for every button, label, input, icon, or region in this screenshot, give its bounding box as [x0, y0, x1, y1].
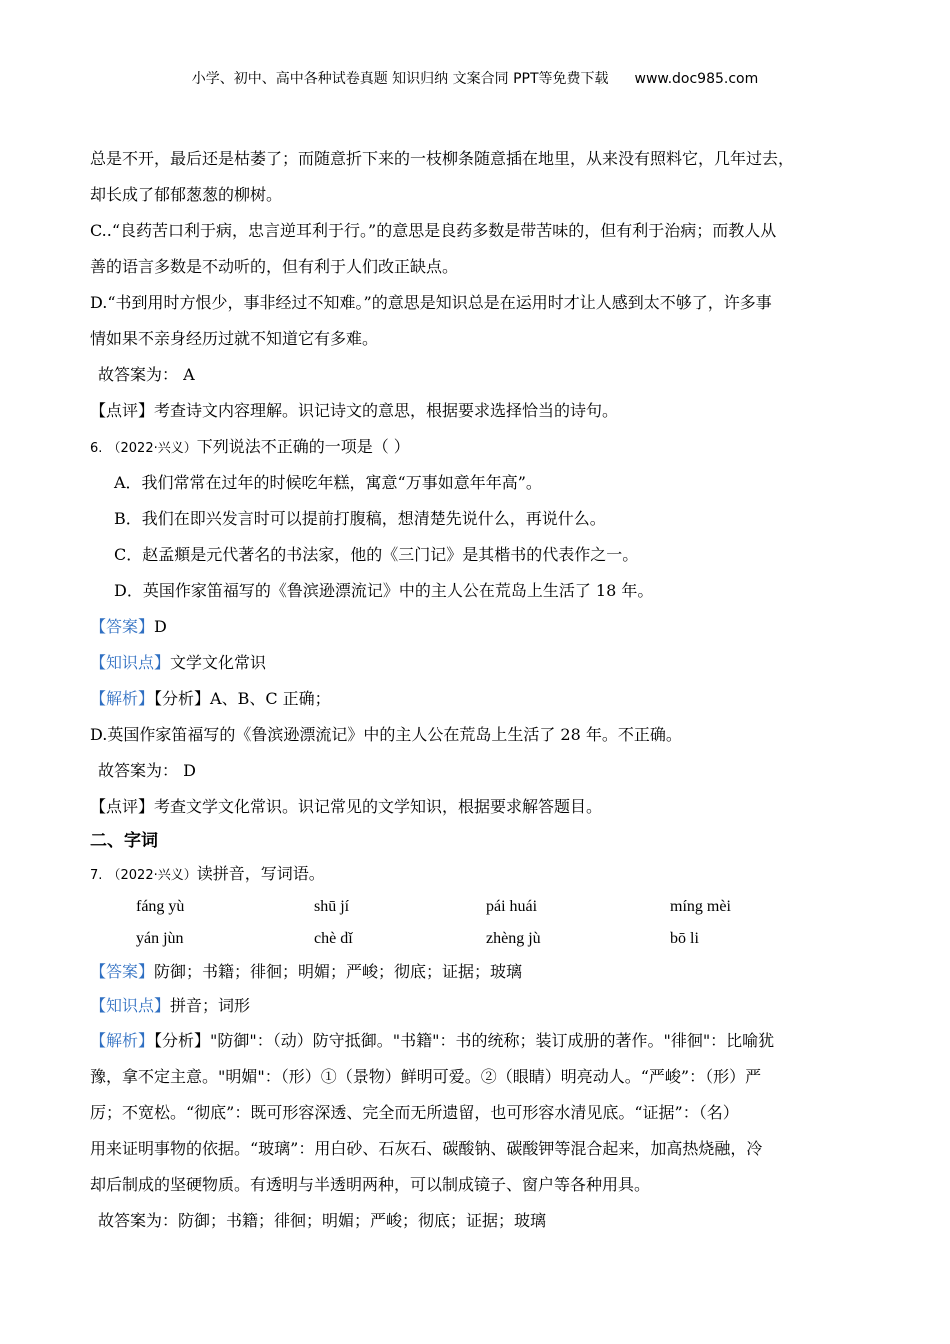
- knowledge-line: [90, 989, 860, 1023]
- document-body: [90, 141, 860, 1239]
- comment-tag: 【点评】: [90, 797, 155, 816]
- analysis-line: 豫，拿不定主意。"明媚"：（形）①（景物）鲜明可爱。②（眼睛）明亮动人。“严峻”：（形）严: [90, 1067, 762, 1086]
- pinyin-item: zhèng jù: [486, 930, 541, 947]
- pinyin-row: [90, 923, 860, 955]
- option-a: A．我们常常在过年的时候吃年糕，寓意“万事如意年年高”。: [114, 473, 542, 492]
- question-text: 下列说法不正确的一项是（ ）: [196, 437, 410, 456]
- analysis-line: D.英国作家笛福写的《鲁滨逊漂流记》中的主人公在荒岛上生活了 28 年。不正确。: [90, 725, 682, 744]
- analysis-text: 【分析】"防御"：（动）防守抵御。"书籍"：书的统称；装订成册的著作。"徘徊"：比喻犹: [154, 1031, 775, 1050]
- question-number: 6.: [90, 441, 103, 456]
- comment-text: 考查文学文化常识。识记常见的文学知识，根据要求解答题目。: [154, 797, 603, 816]
- answer-value: D: [154, 617, 167, 636]
- answer-line: 故答案为： A: [98, 365, 195, 384]
- header-text: 小学、初中、高中各种试卷真题 知识归纳 文案合同 PPT等免费下载: [191, 71, 609, 87]
- question-6-stem: [90, 429, 860, 465]
- answer-line: [90, 609, 860, 645]
- text-line: 总是不开，最后还是枯萎了；而随意折下来的一枝柳条随意插在地里，从来没有照料它，几年过去，: [90, 149, 795, 168]
- comment-line: [90, 393, 860, 429]
- text-line: D.“书到用时方恨少，事非经过不知难。”的意思是知识总是在运用时才让人感到太不够了，许多事: [90, 293, 772, 312]
- text-line: 情如果不亲身经历过就不知道它有多难。: [90, 329, 379, 348]
- knowledge-tag: 【知识点】: [90, 653, 171, 672]
- option-d: D．英国作家笛福写的《鲁滨逊漂流记》中的主人公在荒岛上生活了 18 年。: [114, 581, 654, 600]
- pinyin-item: shū jí: [314, 898, 350, 915]
- pinyin-item: fáng yù: [136, 898, 185, 915]
- analysis-tag: 【解析】: [90, 1031, 155, 1050]
- question-source: （2022·兴义）: [107, 868, 197, 883]
- comment-line: [90, 789, 860, 825]
- header-url[interactable]: www.doc985.com: [634, 71, 759, 87]
- analysis-text: 【分析】A、B、C 正确；: [154, 689, 331, 708]
- knowledge-value: 拼音；词形: [170, 996, 251, 1015]
- pinyin-item: bō li: [670, 930, 699, 947]
- answer-line: [90, 955, 860, 989]
- analysis-tag: 【解析】: [90, 689, 155, 708]
- final-answer-line: 故答案为：防御；书籍；徘徊；明媚；严峻；彻底；证据；玻璃: [98, 1211, 547, 1230]
- knowledge-value: 文学文化常识: [170, 653, 267, 672]
- page-header: [0, 68, 950, 88]
- answer-tag: 【答案】: [90, 962, 155, 981]
- analysis-line: 却后制成的坚硬物质。有透明与半透明两种，可以制成镜子、窗户等各种用具。: [90, 1175, 651, 1194]
- analysis-line: [90, 681, 860, 717]
- knowledge-tag: 【知识点】: [90, 996, 171, 1015]
- question-number: 7.: [90, 868, 103, 883]
- analysis-line: 用来证明事物的依据。“玻璃”：用白砂、石灰石、碳酸钠、碳酸钾等混合起来，加高热烧融，冷: [90, 1139, 763, 1158]
- pinyin-item: chè dǐ: [314, 930, 353, 947]
- knowledge-line: [90, 645, 860, 681]
- option-b: B．我们在即兴发言时可以提前打腹稿，想清楚先说什么，再说什么。: [114, 509, 606, 528]
- option-c: C．赵孟頫是元代著名的书法家，他的《三门记》是其楷书的代表作之一。: [114, 545, 639, 564]
- pinyin-row: [90, 891, 860, 923]
- final-answer-line: 故答案为： D: [98, 761, 196, 780]
- text-line: 却长成了郁郁葱葱的柳树。: [90, 185, 283, 204]
- comment-text: 考查诗文内容理解。识记诗文的意思，根据要求选择恰当的诗句。: [154, 401, 619, 420]
- comment-tag: 【点评】: [90, 401, 155, 420]
- pinyin-item: yán jùn: [136, 930, 184, 947]
- text-line: C..“良药苦口利于病，忠言逆耳利于行。”的意思是良药多数是带苦味的，但有利于治病；而教人从: [90, 221, 777, 240]
- text-line: 善的语言多数是不动听的，但有利于人们改正缺点。: [90, 257, 459, 276]
- pinyin-item: pái huái: [486, 898, 538, 915]
- answer-value: 防御；书籍；徘徊；明媚；严峻；彻底；证据；玻璃: [154, 962, 523, 981]
- question-source: （2022·兴义）: [107, 441, 197, 456]
- answer-tag: 【答案】: [90, 617, 155, 636]
- question-7-stem: [90, 857, 860, 891]
- analysis-line: [90, 1023, 860, 1059]
- question-text: 读拼音，写词语。: [196, 864, 325, 883]
- analysis-line: 厉；不宽松。“彻底”：既可形容深透、完全而无所遗留，也可形容水清见底。“证据”：（名）: [90, 1103, 739, 1122]
- pinyin-item: míng mèi: [670, 898, 731, 915]
- section-title: 二、字词: [90, 831, 158, 851]
